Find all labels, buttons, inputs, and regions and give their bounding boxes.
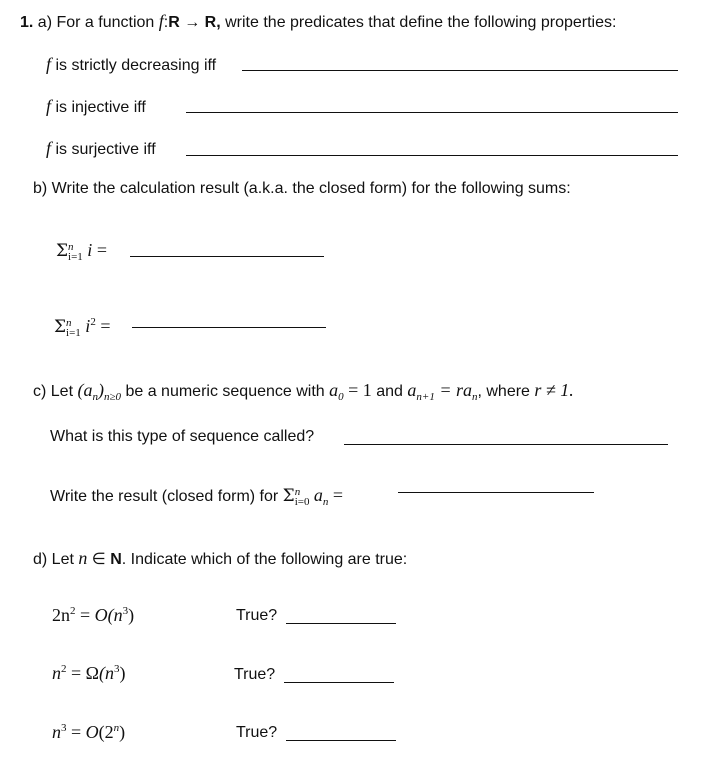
a0: a	[329, 380, 339, 400]
sigma-symbol: Σ	[54, 317, 67, 337]
sigma-symbol: Σ	[56, 241, 69, 261]
lhs: n	[52, 722, 61, 742]
seq-open: (a	[77, 380, 93, 400]
close-paren: )	[119, 722, 126, 742]
question-c-sum	[50, 485, 343, 507]
sum-upper: n	[294, 485, 301, 498]
sum-term-sub: n	[322, 496, 329, 508]
close-paren: )	[119, 663, 126, 683]
big-omega: Ω	[85, 663, 100, 683]
question-c-intro	[33, 380, 574, 401]
answer-blank-true-2[interactable]	[284, 682, 394, 683]
question-a-intro	[20, 11, 616, 32]
true-label-2: True?	[234, 666, 276, 683]
arg-exp: 3	[114, 663, 120, 675]
sum-exp: 2	[90, 316, 96, 328]
reals-codomain: R,	[204, 14, 221, 31]
sum-i-squared	[54, 316, 110, 338]
an1-rhs-sub: n	[471, 391, 478, 403]
big-o: O	[94, 605, 108, 625]
sum-lower: i=0	[294, 495, 310, 508]
question-c-type: What is this type of sequence called?	[50, 428, 315, 445]
asymptotic-row-1	[52, 605, 134, 626]
equals: =	[96, 240, 107, 260]
f-symbol: f	[46, 138, 52, 158]
arg-exp: n	[113, 722, 120, 734]
an1-sub: n+1	[416, 391, 435, 403]
lhs-exp: 2	[61, 663, 67, 675]
asymptotic-row-3	[52, 722, 125, 743]
c-mid: be a numeric sequence with	[121, 383, 330, 400]
f-symbol: f	[46, 54, 52, 74]
answer-blank-decreasing[interactable]	[242, 70, 678, 71]
seq-close: )	[97, 380, 104, 400]
answer-blank-surjective[interactable]	[186, 155, 678, 156]
lhs: 2n	[52, 605, 70, 625]
element-of: ∈	[87, 551, 111, 568]
a0-sub: 0	[338, 391, 344, 403]
property-surjective	[46, 138, 156, 159]
close-paren: )	[128, 605, 135, 625]
sum-upper: n	[66, 316, 72, 329]
property-label: is injective iff	[51, 99, 146, 116]
eq: =	[75, 605, 95, 625]
n-symbol: n	[78, 548, 88, 568]
where: , where	[477, 383, 535, 400]
property-injective	[46, 96, 146, 117]
question-b-intro: b) Write the calculation result (a.k.a. the closed form) for the following sums:	[33, 180, 571, 197]
an1-rhs: = ra	[434, 380, 472, 400]
true-label-1: True?	[236, 607, 278, 624]
seq-sub: n	[92, 391, 98, 403]
reals-domain: R	[168, 14, 180, 31]
eq: =	[66, 663, 86, 683]
intro-pre: a) For a function	[37, 14, 159, 31]
arg-exp: 3	[122, 605, 129, 617]
sum-var: i	[85, 316, 91, 336]
an1: a	[407, 380, 417, 400]
d-prefix: d) Let	[33, 551, 79, 568]
asymptotic-row-2	[52, 663, 126, 684]
d-suffix: . Indicate which of the following are true:	[121, 551, 408, 568]
seq-cond: n≥0	[103, 391, 122, 403]
c-prefix: c) Let	[33, 383, 78, 400]
answer-blank-true-3[interactable]	[286, 740, 396, 741]
sum-lower: i=1	[66, 326, 81, 339]
equals: =	[100, 316, 111, 336]
eq: =	[66, 722, 86, 742]
sum-question: Write the result (closed form) for	[50, 488, 283, 505]
lhs-exp: 2	[70, 605, 76, 617]
equals: =	[332, 485, 344, 505]
colon: :	[163, 14, 169, 31]
lhs-exp: 3	[61, 722, 67, 734]
intro-post: write the predicates that define the following properties:	[220, 14, 617, 31]
true-label-3: True?	[236, 724, 278, 741]
lhs: n	[52, 663, 61, 683]
sum-i	[56, 240, 107, 262]
answer-blank-sum-i[interactable]	[130, 256, 324, 257]
arg: (2	[98, 722, 114, 742]
property-label: is surjective iff	[51, 141, 156, 158]
f-symbol: f	[46, 96, 52, 116]
answer-blank-injective[interactable]	[186, 112, 678, 113]
question-number: 1.	[20, 14, 34, 31]
arrow: →	[179, 14, 205, 31]
answer-blank-true-1[interactable]	[286, 623, 396, 624]
sum-lower: i=1	[68, 250, 83, 263]
naturals: N	[110, 551, 122, 568]
property-label: is strictly decreasing iff	[51, 57, 217, 74]
arg: (n	[99, 663, 115, 683]
a0-val: = 1	[343, 380, 372, 400]
sum-upper: n	[68, 240, 74, 253]
big-o: O	[85, 722, 99, 742]
r-cond: r ≠ 1.	[534, 380, 574, 400]
f-symbol: f	[158, 11, 164, 31]
property-decreasing	[46, 54, 216, 75]
arg: (n	[107, 605, 123, 625]
answer-blank-sum-i-squared[interactable]	[132, 327, 326, 328]
and: and	[371, 383, 408, 400]
sigma-symbol: Σ	[282, 486, 295, 506]
sum-var: i	[87, 240, 93, 260]
answer-blank-sequence-type[interactable]	[344, 444, 668, 445]
sum-term: a	[313, 485, 323, 505]
answer-blank-geometric-sum[interactable]	[398, 492, 594, 493]
question-d-intro	[33, 548, 407, 569]
